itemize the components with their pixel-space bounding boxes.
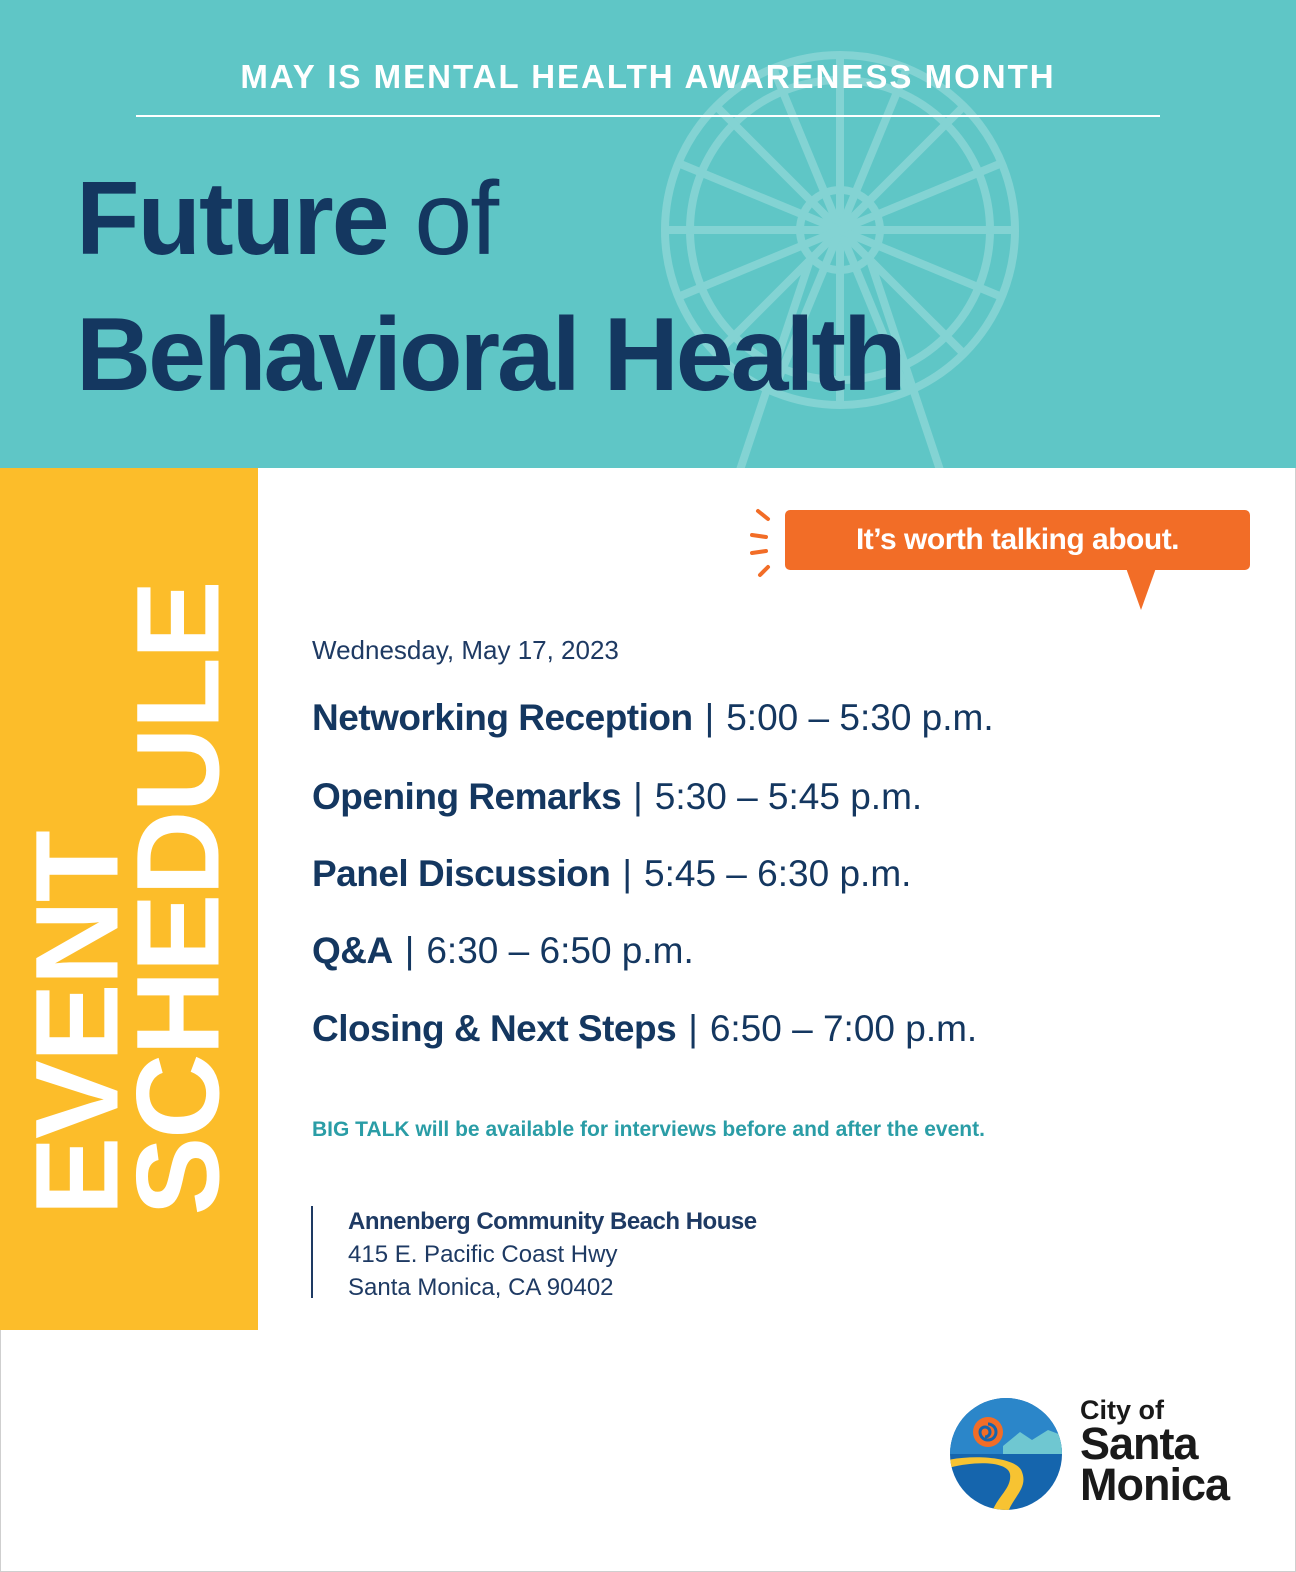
- venue-address-line2: Santa Monica, CA 90402: [348, 1274, 614, 1301]
- title-bold-word: Future: [76, 161, 388, 277]
- schedule-item-time: 5:45 – 6:30 p.m.: [644, 853, 912, 894]
- venue-block: [348, 1205, 757, 1304]
- venue-divider: [311, 1206, 313, 1298]
- logo-line2: Santa: [1080, 1417, 1198, 1469]
- schedule-item-name: Opening Remarks: [312, 776, 622, 817]
- interview-note: BIG TALK will be available for interviews before and after the event.: [312, 1118, 985, 1141]
- sparkle-lines-icon: [740, 505, 780, 585]
- schedule-separator: |: [404, 930, 415, 971]
- schedule-item-time: 5:30 – 5:45 p.m.: [654, 776, 923, 817]
- sidebar-heading-line2: SCHEDULE: [113, 582, 245, 1216]
- schedule-separator: |: [704, 697, 715, 738]
- venue-address-line1: 415 E. Pacific Coast Hwy: [348, 1241, 618, 1268]
- logo-line1: City of: [1080, 1395, 1164, 1425]
- schedule-separator: |: [688, 1008, 698, 1049]
- schedule-item-time: 5:00 – 5:30 p.m.: [726, 697, 994, 738]
- city-logo-wordmark: [1080, 1395, 1230, 1511]
- kicker-divider: [136, 115, 1160, 117]
- tagline-speech-bubble: [785, 510, 1250, 570]
- schedule-item-time: 6:30 – 6:50 p.m.: [426, 930, 694, 971]
- schedule-item: [312, 697, 994, 739]
- sidebar-heading-line1: EVENT: [11, 832, 144, 1216]
- awareness-month-kicker: MAY IS MENTAL HEALTH AWARENESS MONTH: [240, 58, 1056, 95]
- page-title-line2: Behavioral Health: [76, 297, 904, 413]
- page-title-line1: [76, 160, 497, 280]
- schedule-item-name: Networking Reception: [312, 697, 693, 738]
- sidebar-vertical-heading: [11, 582, 245, 1216]
- schedule-item-time: 6:50 – 7:00 p.m.: [709, 1008, 978, 1049]
- tagline-text: It’s worth talking about.: [855, 523, 1180, 556]
- event-schedule-sidebar: [0, 468, 258, 1330]
- schedule-item: [312, 930, 694, 972]
- header-banner: [0, 0, 1296, 468]
- schedule-separator: |: [622, 853, 633, 894]
- speech-bubble-tail: [1126, 568, 1156, 610]
- schedule-item-name: Q&A: [312, 930, 393, 971]
- schedule-item: [312, 776, 922, 818]
- event-date: Wednesday, May 17, 2023: [312, 635, 619, 665]
- schedule-item: [312, 1008, 977, 1050]
- title-light-word: of: [387, 161, 498, 277]
- schedule-item: [312, 853, 911, 895]
- santa-monica-logo-icon: [948, 1396, 1064, 1512]
- schedule-separator: |: [633, 776, 643, 817]
- schedule-item-name: Panel Discussion: [312, 853, 611, 894]
- schedule-item-name: Closing & Next Steps: [312, 1008, 677, 1049]
- venue-name: Annenberg Community Beach House: [348, 1208, 757, 1235]
- logo-line3: Monica: [1080, 1459, 1230, 1511]
